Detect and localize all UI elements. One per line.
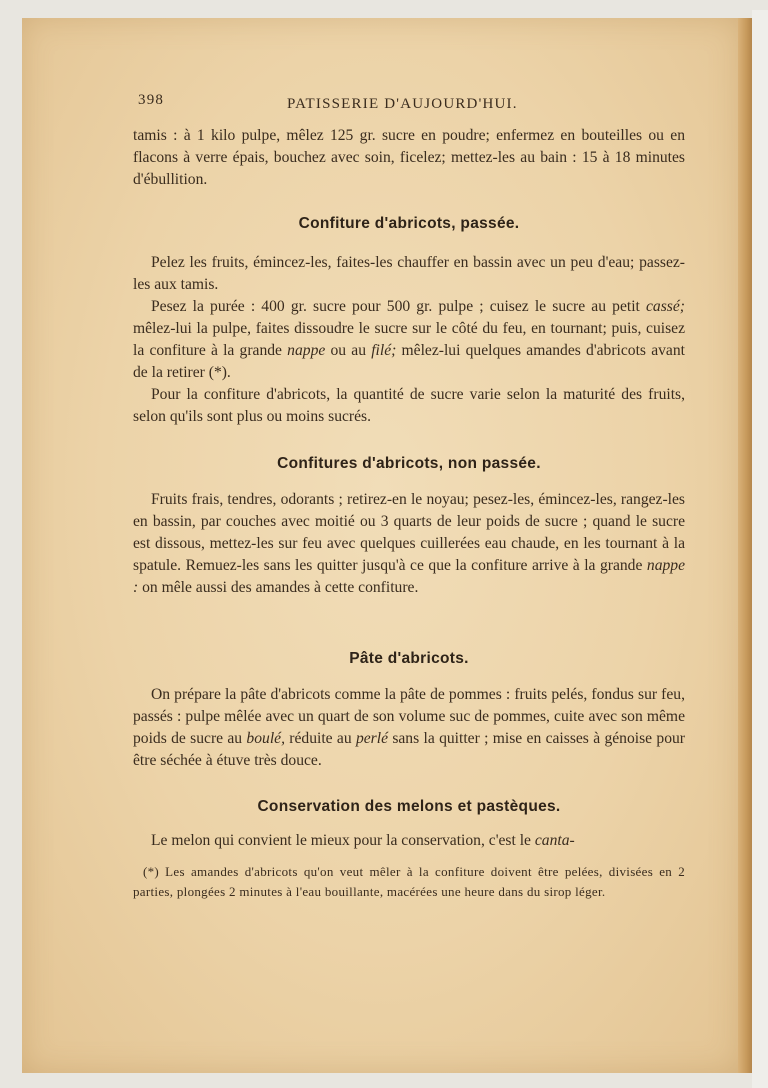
italic-term: canta- (534, 832, 575, 849)
text-run: réduite au (284, 730, 356, 747)
paragraph (133, 684, 685, 772)
paragraph (133, 489, 685, 599)
running-head: PATISSERIE D'AUJOURD'HUI. (287, 96, 518, 112)
section-heading: Confiture d'abricots, passée. (298, 215, 520, 232)
text-run: Pour la confiture d'abricots, la quantité de sucre varie selon la maturité des fruits, selon qu'ils sont plus ou moins sucrés. (133, 386, 685, 425)
section-body (133, 830, 685, 852)
text-run: mêlez-lui la pulpe, faites dissoudre le sucre sur le côté du feu, en tournant; puis, cuisez la confiture à la grande (133, 320, 685, 359)
paragraph (133, 384, 685, 428)
text-run: mêlez-lui quelques amandes d'abricots avant de la retirer (*). (133, 342, 685, 381)
text-run: Fruits frais, tendres, odorants ; retirez-en le noyau; pesez-les, émincez-les, rangez-les en bassin, par couches avec moitié ou 3 quarts de leur poids de sucre ; quand le sucre est dissous, mettez-les sur feu avec quelques cuillerées eau chaude, en les tournant à la spatule. Remuez-les sans les quitter jusqu'à ce que la confiture arrive à la grande (133, 491, 685, 574)
text-run: sans la quitter ; mise en caisses à génoise pour être séchée à étuve très douce. (133, 730, 685, 769)
italic-term: nappe (287, 342, 326, 359)
paragraph (133, 252, 685, 296)
footnote (133, 862, 685, 902)
italic-term: boulé, (246, 730, 285, 747)
text-run: on mêle aussi des amandes à cette confiture. (138, 579, 419, 596)
section-body (133, 489, 685, 599)
section-body (133, 684, 685, 772)
text-run: ou au (325, 342, 372, 359)
text-run: Pelez les fruits, émincez-les, faites-les chauffer en bassin avec un peu d'eau; passez-les aux tamis. (133, 254, 685, 293)
text-run: Pesez la purée : 400 gr. sucre pour 500 gr. pulpe ; cuisez le sucre au petit (151, 298, 647, 315)
text-run: On prépare la pâte d'abricots comme la pâte de pommes : fruits pelés, fondus sur feu, passés : pulpe mêlée avec un quart de son volume suc de pommes, cuite avec son même poids de sucre au (133, 686, 685, 747)
paragraph (133, 296, 685, 384)
italic-term: perlé (355, 730, 388, 747)
section-body (133, 252, 685, 428)
footnote-text: (*) Les amandes d'abricots qu'on veut mêler à la confiture doivent être pelées, divisées en 2 parties, plongées 2 minutes à l'eau bouillante, macérées une heure dans du sirop léger. (133, 864, 685, 899)
opening-paragraph (133, 125, 685, 191)
section-heading: Confitures d'abricots, non passée. (277, 455, 541, 472)
italic-term: filé; (371, 342, 397, 359)
italic-term: nappe : (133, 557, 685, 596)
paragraph (133, 830, 685, 852)
italic-term: cassé; (646, 298, 685, 315)
page-gutter (738, 18, 752, 1073)
section-heading: Conservation des melons et pastèques. (257, 798, 561, 815)
section-heading: Pâte d'abricots. (349, 650, 469, 667)
text-run: Le melon qui convient le mieux pour la conservation, c'est le (151, 832, 535, 849)
scan-edge (752, 10, 768, 1088)
paragraph: tamis : à 1 kilo pulpe, mêlez 125 gr. sucre en poudre; enfermez en bouteilles ou en flacons à verre épais, bouchez avec soin, ficelez; mettez-les au bain : 15 à 18 minutes d'ébullition. (133, 127, 685, 188)
page-number: 398 (138, 92, 165, 108)
